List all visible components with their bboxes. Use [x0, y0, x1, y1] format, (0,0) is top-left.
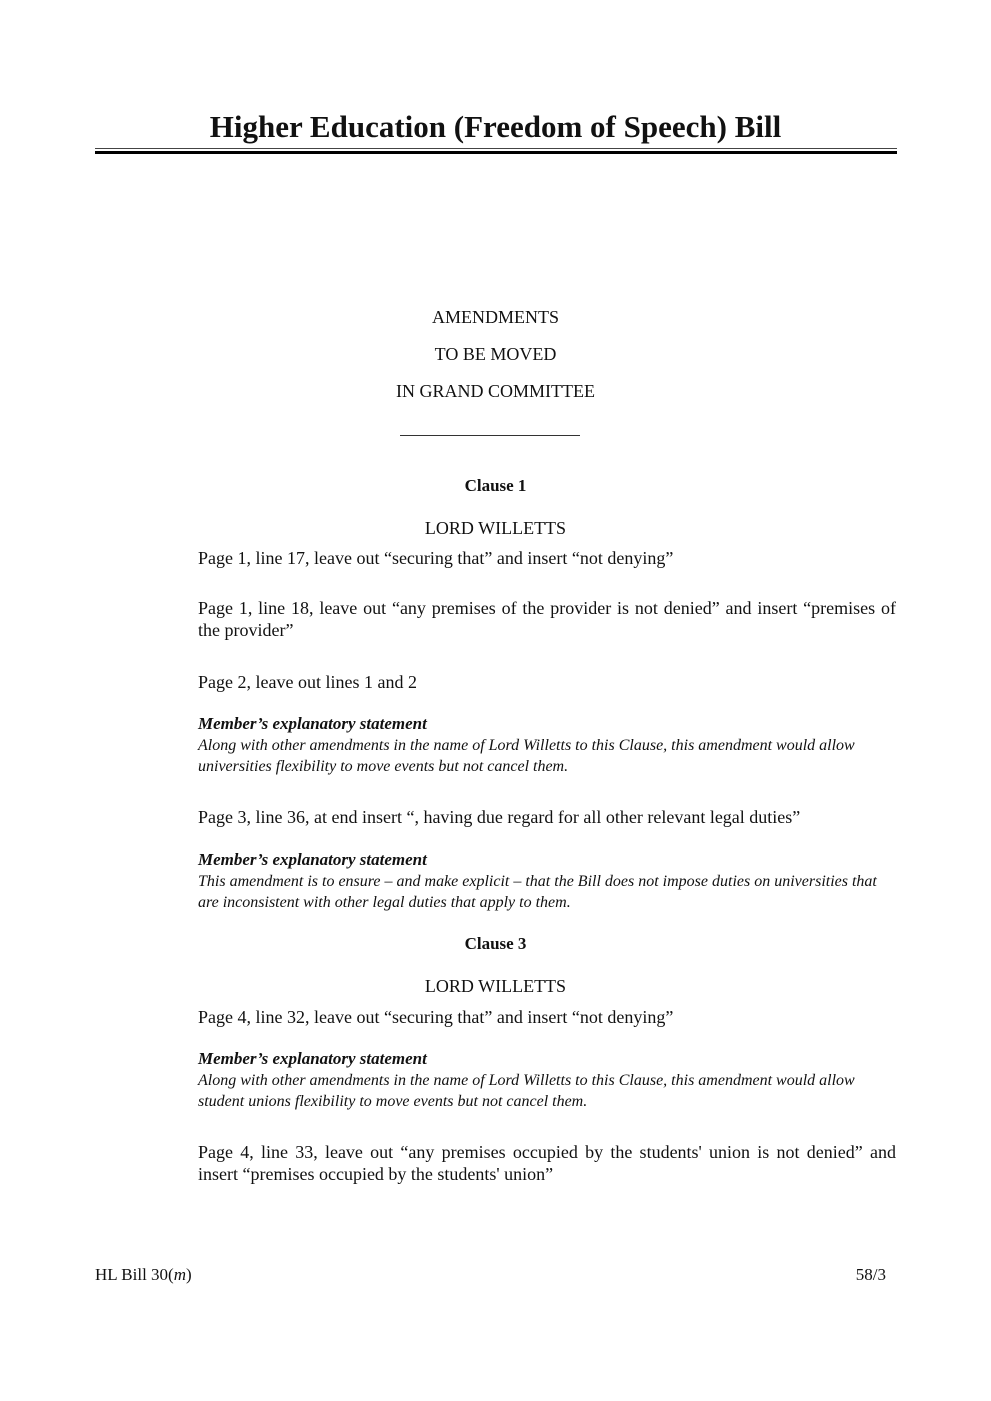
- amendment: Page 1, line 18, leave out “any premises of the provider is not denied” and insert “premises of the provider”: [198, 598, 896, 640]
- bill-title: Higher Education (Freedom of Speech) Bill: [209, 109, 782, 144]
- explanatory-statement-heading: Member’s explanatory statement: [198, 714, 427, 733]
- intro-line-2: TO BE MOVED: [434, 344, 557, 364]
- amendment: Page 4, line 33, leave out “any premises occupied by the students' union is not denied” and insert “premises occupied by the students' union”: [198, 1142, 896, 1184]
- clause-heading: Clause 1: [464, 476, 527, 495]
- member-name: LORD WILLETTS: [424, 518, 567, 538]
- intro-line-3: IN GRAND COMMITTEE: [396, 381, 595, 401]
- member-name: LORD WILLETTS: [424, 976, 567, 996]
- amendment: Page 4, line 32, leave out “securing that” and insert “not denying”: [198, 1007, 674, 1027]
- explanatory-statement-text: This amendment is to ensure – and make explicit – that the Bill does not impose duties on universities that are inconsistent with other legal duties that apply to them.: [198, 873, 877, 911]
- amendment: Page 2, leave out lines 1 and 2: [198, 672, 417, 692]
- page-reference: 58/3: [855, 1265, 886, 1284]
- bill-number-prefix: HL Bill 30(: [95, 1265, 174, 1284]
- bill-number-suffix: m: [173, 1265, 186, 1284]
- explanatory-statement-text: Along with other amendments in the name of Lord Willetts to this Clause, this amendment would allow student unions flexibility to move events but not cancel them.: [198, 1072, 855, 1110]
- explanatory-statement-heading: Member’s explanatory statement: [198, 1049, 427, 1068]
- divider: [400, 435, 580, 436]
- clause-heading: Clause 3: [464, 934, 527, 953]
- explanatory-statement-heading: Member’s explanatory statement: [198, 850, 427, 869]
- amendment: Page 1, line 17, leave out “securing that” and insert “not denying”: [198, 548, 674, 568]
- amendment: Page 3, line 36, at end insert “, having due regard for all other relevant legal duties”: [198, 807, 801, 827]
- title-rule-thick: [95, 151, 897, 154]
- bill-number-close: ): [185, 1265, 192, 1284]
- title-rule-thin: [95, 148, 897, 149]
- explanatory-statement-text: Along with other amendments in the name of Lord Willetts to this Clause, this amendment would allow universities flexibility to move events but not cancel them.: [198, 737, 855, 775]
- bill-number: [95, 1264, 192, 1286]
- intro-line-1: AMENDMENTS: [431, 307, 559, 327]
